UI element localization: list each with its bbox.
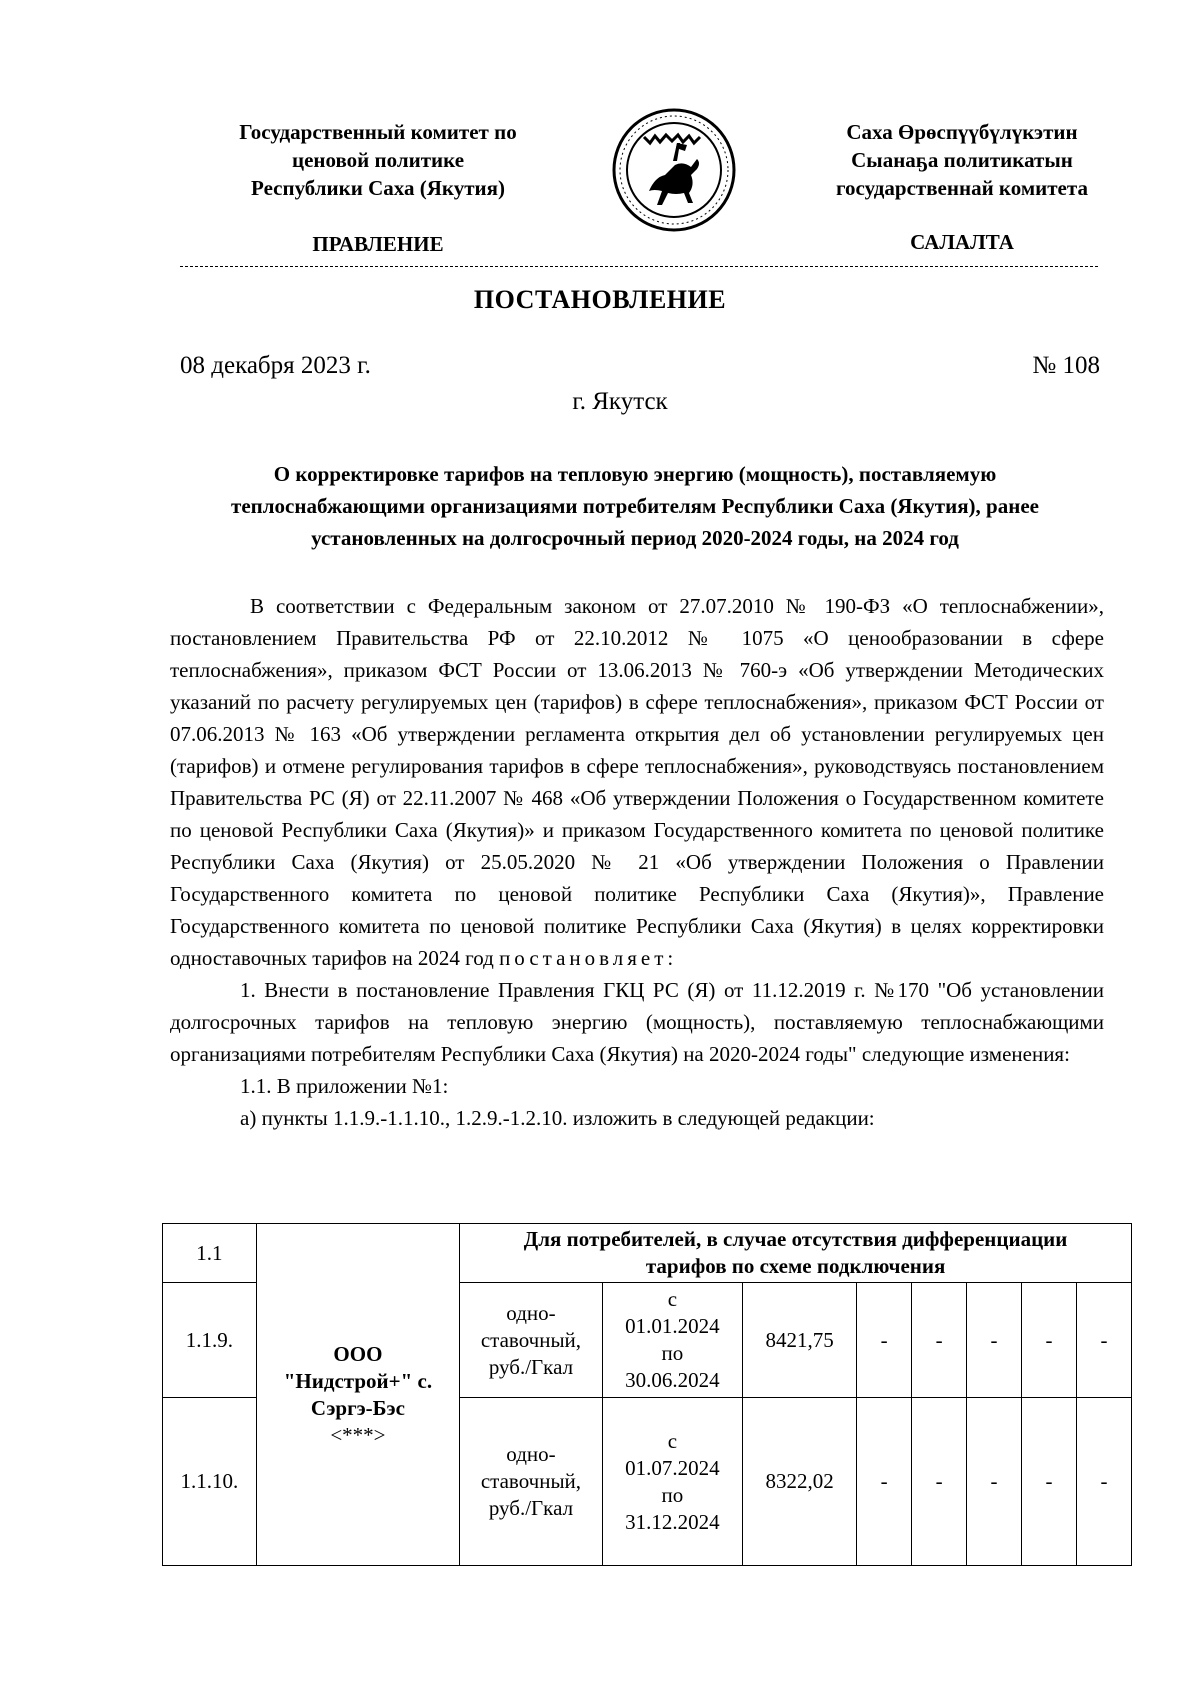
period-line: по (661, 1341, 684, 1365)
period-line: 31.12.2024 (625, 1509, 720, 1534)
subject-line: О корректировке тарифов на тепловую энергию (мощность), поставляемую (273, 462, 997, 486)
coat-of-arms-emblem-icon (611, 107, 737, 233)
period-line: 01.07.2024 (625, 1455, 720, 1480)
document-city: г. Якутск (572, 388, 668, 415)
group-number-cell: 1.1 (163, 1224, 257, 1283)
organization-line: "Нидстрой+" с. (283, 1368, 433, 1393)
document-subject (170, 458, 1100, 554)
organization-line: Сэргэ-Бэс (310, 1395, 405, 1420)
dash-cell: - (912, 1283, 967, 1398)
period-line: 30.06.2024 (625, 1368, 720, 1392)
tariff-type-line: ставочный, (480, 1327, 582, 1352)
group-header-cell (460, 1224, 1132, 1283)
tariff-type-line: одно- (506, 1442, 556, 1466)
group-header-line: Для потребителей, в случае отсутствия дифференциации (523, 1227, 1068, 1251)
document-type-title: ПОСТАНОВЛЕНИЕ (473, 285, 727, 314)
item-1-1-paragraph: 1.1. В приложении №1: (240, 1074, 449, 1098)
committee-name-russian (188, 118, 568, 202)
group-header-line: тарифов по схеме подключения (645, 1254, 946, 1278)
tariff-type-cell (460, 1398, 603, 1566)
board-label-sakha: САЛАЛТА (910, 230, 1014, 254)
committee-name-line: Саха Өрөспүүбүлүкэтин (846, 120, 1078, 144)
tariff-type-line: ставочный, (480, 1469, 582, 1493)
preamble-paragraph (170, 590, 1104, 974)
organization-line: ООО (333, 1341, 383, 1366)
committee-name-line: ценовой политике (291, 148, 465, 172)
tariff-value-cell: 8421,75 (743, 1283, 857, 1398)
tariff-type-cell (460, 1283, 603, 1398)
committee-name-line: Сыанаҕа политикатын (851, 148, 1073, 172)
committee-name-line: государственнай комитета (836, 176, 1088, 200)
document-date: 08 декабря 2023 г. (180, 352, 371, 379)
tariff-type-line: руб./Гкал (488, 1496, 574, 1520)
dash-cell: - (857, 1283, 912, 1398)
dash-cell: - (1022, 1283, 1077, 1398)
board-label-russian: ПРАВЛЕНИЕ (312, 232, 444, 256)
document-body (170, 590, 1104, 1134)
preamble-text: В соответствии с Федеральным законом от 27.07.2010 № 190-ФЗ «О теплоснабжении», постановлением Правительства РФ от 22.10.2012 № 1075 «О ценообразовании в сфере теплоснабжения», приказом ФСТ России от 13.06.2013 № 760-э «Об утверждении Методических указаний по расчету регулируемых цен (тарифов) в сфере теплоснабжения», приказом ФСТ России от 07.06.2013 № 163 «Об утверждении регламента открытия дел об установлении регулируемых цен (тарифов) и отмене регулирования тарифов в сфере теплоснабжения», руководствуясь постановлением Правительства РС (Я) от 22.11.2007 № 468 «Об утверждении Положения о Государственном комитете по ценовой Республики Саха (Якутия)» и приказом Государственного комитета по ценовой политике Республики Саха (Якутия) от 25.05.2020 № 21 «Об утверждении Положения о Правлении Государственного комитета по ценовой политике Республики Саха (Якутия)», Правление Государственного комитета по ценовой политике Республики Саха (Якутия) в целях корректировки одноставочных тарифов на 2024 год (170, 594, 1104, 970)
committee-name-sakha (792, 118, 1132, 202)
period-line: 01.01.2024 (625, 1314, 720, 1338)
organization-line: <***> (330, 1422, 386, 1447)
period-line: по (661, 1482, 684, 1507)
dashed-divider (180, 266, 1098, 267)
dash-cell: - (1076, 1398, 1131, 1566)
period-line: с (667, 1287, 678, 1311)
dash-cell: - (912, 1398, 967, 1566)
dash-cell: - (857, 1398, 912, 1566)
organization-cell (256, 1224, 460, 1566)
document-number: № 108 (1032, 352, 1100, 379)
decree-word: постановляет: (499, 946, 678, 970)
tariff-value-cell: 8322,02 (743, 1398, 857, 1566)
tariff-type-line: руб./Гкал (488, 1354, 574, 1379)
subject-line: установленных на долгосрочный период 2020-2024 годы, на 2024 год (311, 526, 959, 550)
tariff-type-line: одно- (506, 1300, 556, 1325)
document-city-wrap (0, 388, 1200, 416)
item-a-paragraph: а) пункты 1.1.9.-1.1.10., 1.2.9.-1.2.10. изложить в следующей редакции: (240, 1106, 875, 1130)
period-line: с (667, 1428, 678, 1453)
committee-name-line: Государственный комитет по (239, 120, 517, 144)
subject-line: теплоснабжающими организациями потребителям Республики Саха (Якутия), ранее (231, 494, 1039, 518)
tariff-table (162, 1223, 1132, 1566)
dash-cell: - (1076, 1283, 1131, 1398)
item-1-paragraph: 1. Внести в постановление Правления ГКЦ РС (Я) от 11.12.2019 г. №170 "Об установлении долгосрочных тарифов на тепловую энергию (мощность), поставляемую теплоснабжающими организациями потребителям Республики Саха (Якутия) на 2020-2024 годы" следующие изменения: (170, 978, 1104, 1066)
row-number-cell: 1.1.10. (163, 1398, 257, 1566)
period-cell (602, 1398, 742, 1566)
committee-name-line: Республики Саха (Якутия) (251, 176, 505, 200)
row-number-cell: 1.1.9. (163, 1283, 257, 1398)
period-cell (602, 1283, 742, 1398)
dash-cell: - (967, 1283, 1022, 1398)
table-row (163, 1224, 1132, 1283)
dash-cell: - (967, 1398, 1022, 1566)
dash-cell: - (1022, 1398, 1077, 1566)
